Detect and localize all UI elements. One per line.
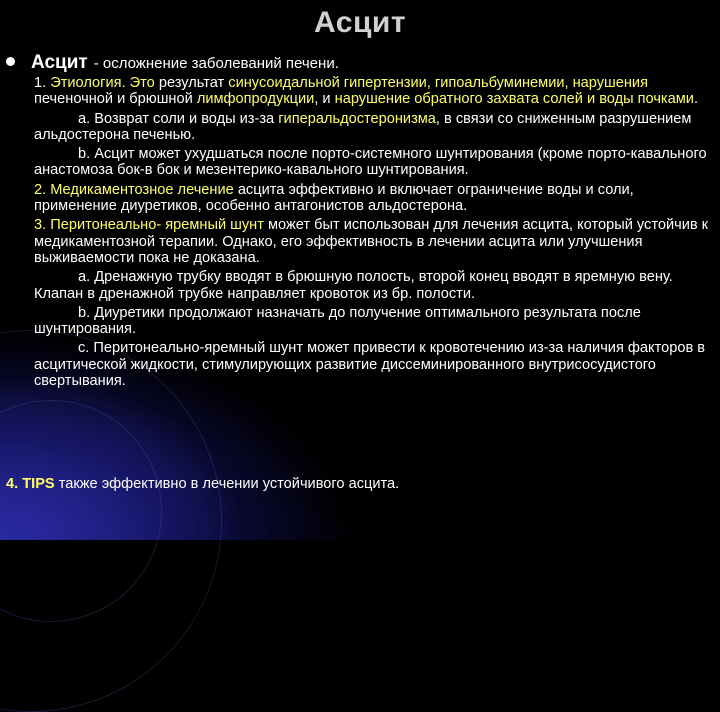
p2-highlight: 2. Медикаментозное лечение	[34, 181, 234, 198]
p3-text: может быт использован для лечения асцита, который устойчив к медикаментозной терапии. Однако, его эффективность в лечении асцита или улучшения выживаемости пока не доказана.	[34, 217, 709, 266]
p1-highlight-2: гипоальбуминемии, нарушения	[434, 75, 648, 91]
p1-highlight-4: нарушение обратного захвата солей и воды почками	[334, 91, 694, 108]
p1-number: 1.	[34, 75, 47, 91]
p2-text: асцита эффективно и включает ограничение воды и соли, применение диуретиков, особенно антагонистов альдостерона.	[34, 181, 634, 215]
paragraph-1b	[34, 146, 716, 179]
p4-text: также эффективно в лечении устойчивого асцита.	[58, 476, 400, 492]
p1-highlight-1: синусоидальной гипертензии,	[228, 75, 431, 91]
p3c-text: c. Перитонеально-яремный шунт может привести к кровотечению из-за наличия факторов в асцитической жидкости, стимулирующих развитие диссеминированного внутрисосудистого свертывания.	[34, 340, 706, 390]
p1-end: .	[693, 91, 699, 108]
bullet-icon	[6, 57, 15, 66]
pa-text-2: , в связи со сниженным разрушением альдостерона печенью.	[34, 110, 692, 143]
slide-title: Асцит	[313, 6, 407, 39]
paragraph-4	[6, 476, 399, 492]
paragraph-1a	[34, 111, 716, 144]
slide-body	[34, 75, 716, 392]
p3-highlight: 3. Перитонеально- яремный шунт	[34, 217, 264, 234]
paragraph-2	[34, 182, 716, 215]
p4-highlight: 4. TIPS	[6, 476, 55, 492]
p1-text-3: , и	[314, 91, 331, 108]
bullet-line	[6, 52, 339, 74]
paragraph-3	[34, 217, 716, 266]
p3a-text: a. Дренажную трубку вводят в брюшную полость, второй конец вводят в яремную вену. Клапан в дренажной трубке направляет кровоток из бр. полости.	[34, 269, 673, 302]
paragraph-3b	[34, 305, 716, 338]
p1-text: результат	[158, 75, 225, 91]
pa-text: a. Возврат соли и воды из-за	[78, 110, 275, 127]
p1-text-2: печеночной и брюшной	[34, 91, 193, 108]
paragraph-3c	[34, 340, 716, 389]
paragraph-1	[34, 75, 716, 108]
pa-highlight: гиперальдостеронизма	[278, 110, 436, 127]
paragraph-3a	[34, 269, 716, 302]
p1-highlight-3: лимфопродукции	[196, 91, 315, 108]
p1-etiology: Этиология. Это	[50, 75, 155, 91]
bullet-term: Асцит	[31, 52, 88, 73]
p3b-text: b. Диуретики продолжают назначать до получение оптимального результата после шунтирования.	[34, 304, 641, 338]
bullet-text: - осложнение заболеваний печени.	[93, 55, 339, 72]
pb-text: b. Асцит может ухудшаться после порто-системного шунтирования (кроме порто-кавального анастомоза бок-в бок и мезентерико-кавального шунтирования.	[34, 146, 707, 179]
